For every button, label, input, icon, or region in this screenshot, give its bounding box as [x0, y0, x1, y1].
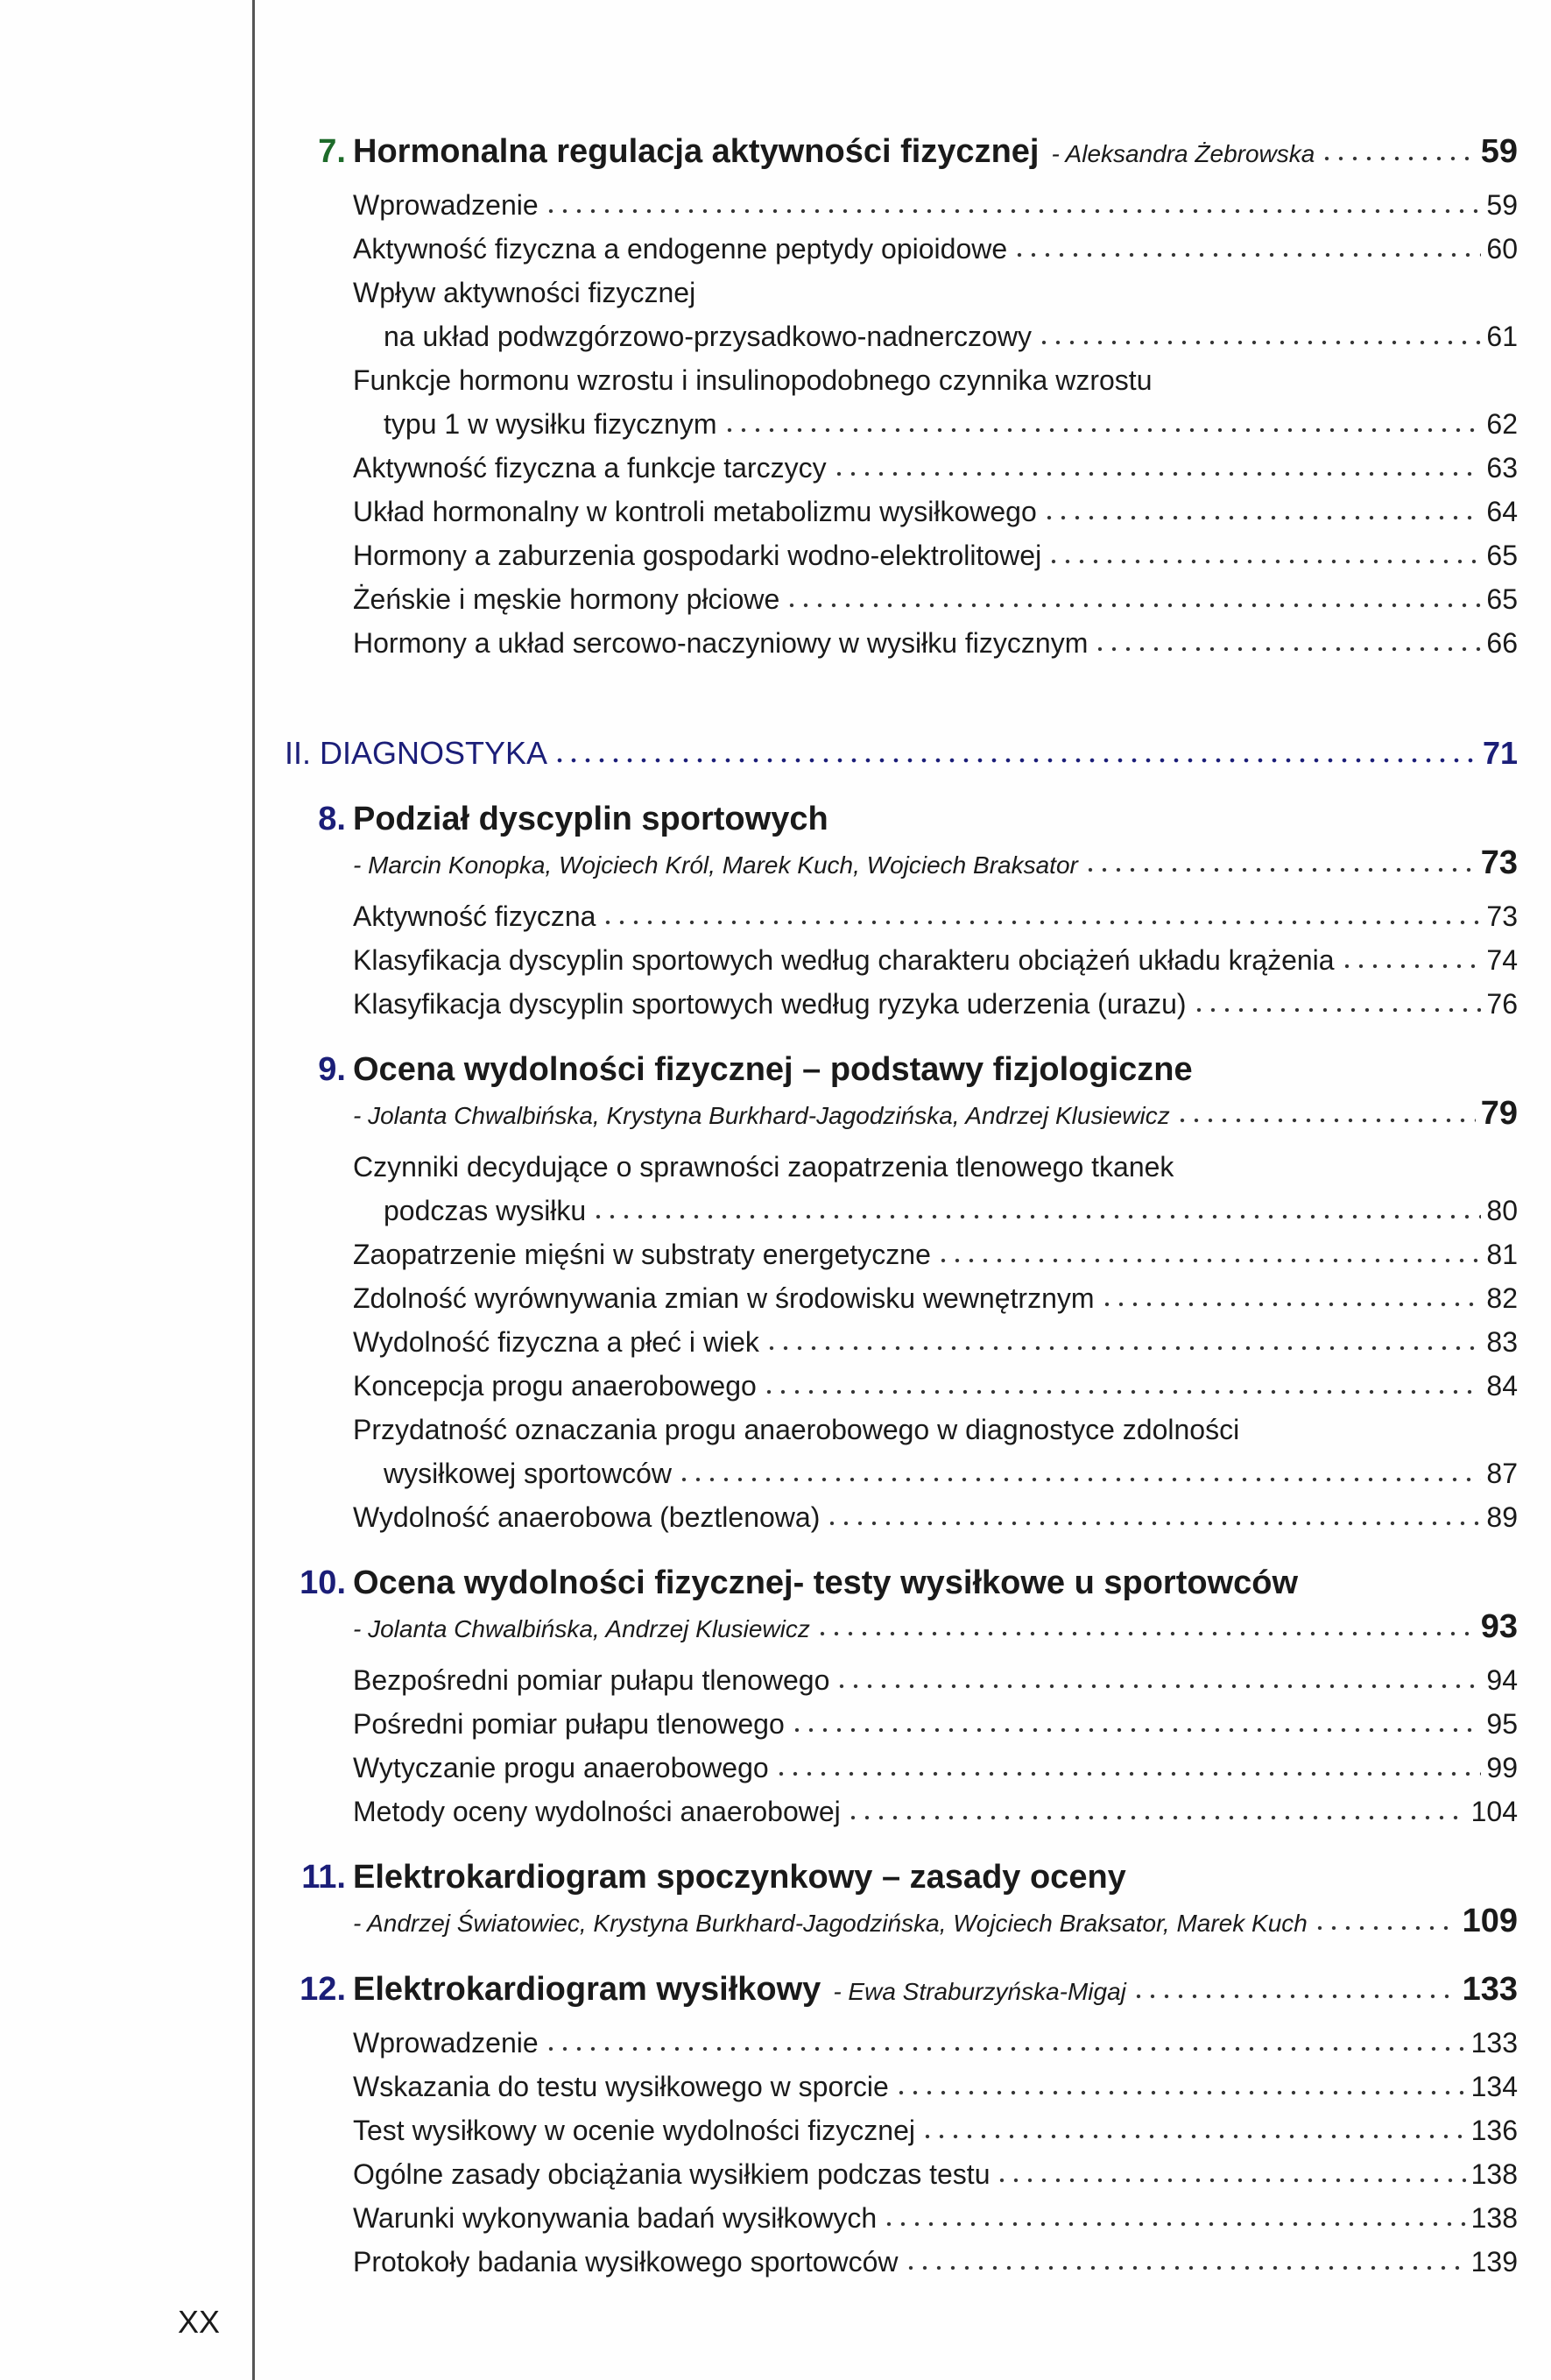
- section-entry[interactable]: [353, 1746, 1518, 1790]
- dot-leader: [591, 1211, 1481, 1220]
- dot-leader: [1320, 153, 1475, 162]
- dot-leader: [846, 1812, 1466, 1821]
- section-entry[interactable]: [353, 938, 1518, 982]
- section-entry[interactable]: [353, 577, 1518, 621]
- dot-leader: [723, 425, 1482, 434]
- section-page: 134: [1470, 2071, 1518, 2102]
- chapter-number: 7.: [318, 133, 346, 170]
- chapter-author-row: [285, 1605, 1518, 1651]
- chapter-number: 12.: [300, 1971, 346, 2008]
- chapter-number: 9.: [318, 1051, 346, 1088]
- section-entry[interactable]: [353, 2065, 1518, 2108]
- section-line: [353, 446, 1518, 490]
- section-page: 65: [1486, 583, 1518, 615]
- chapter-author: - Jolanta Chwalbińska, Andrzej Klusiewicz: [353, 1615, 810, 1642]
- section-line: [353, 1451, 1518, 1495]
- dot-leader: [882, 2219, 1465, 2228]
- section-title: Klasyfikacja dyscyplin sportowych według charakteru obciążeń układu krążenia: [353, 944, 1335, 976]
- section-title: Wprowadzenie: [353, 2027, 539, 2059]
- section-line: [353, 2108, 1518, 2152]
- section-title: Warunki wykonywania badań wysiłkowych: [353, 2202, 878, 2234]
- section-entry[interactable]: [353, 1364, 1518, 1408]
- section-title: Przydatność oznaczania progu anaerobowego w diagnostyce zdolności: [353, 1414, 1240, 1445]
- chapter-page: 59: [1480, 133, 1518, 170]
- chapter-page: 93: [1480, 1608, 1518, 1645]
- section-list: [285, 894, 1518, 1026]
- section-entry[interactable]: [353, 1145, 1518, 1232]
- section-entry[interactable]: [353, 271, 1518, 358]
- section-entry[interactable]: [353, 894, 1518, 938]
- section-title: Aktywność fizyczna a endogenne peptydy opioidowe: [353, 233, 1008, 265]
- section-line: [353, 894, 1518, 938]
- dot-leader: [920, 2131, 1466, 2140]
- section-title: Aktywność fizyczna: [353, 900, 596, 932]
- section-page: 76: [1486, 988, 1518, 1020]
- section-line: [353, 1320, 1518, 1364]
- section-entry[interactable]: [353, 1702, 1518, 1746]
- section-title: Klasyfikacja dyscyplin sportowych według ryzyka uderzenia (urazu): [353, 988, 1187, 1020]
- section-line: [353, 2240, 1518, 2284]
- section-entry[interactable]: [353, 2021, 1518, 2065]
- section-line: [353, 1790, 1518, 1833]
- section-title: Protokoły badania wysiłkowego sportowców: [353, 2246, 899, 2278]
- dot-leader: [1083, 865, 1476, 873]
- section-entry[interactable]: [353, 2152, 1518, 2196]
- section-page: 61: [1486, 321, 1518, 352]
- section-page: 73: [1486, 900, 1518, 932]
- section-line: [353, 314, 1518, 358]
- section-list: [285, 2021, 1518, 2284]
- section-title: Czynniki decydujące o sprawności zaopatrzenia tlenowego tkanek: [353, 1151, 1174, 1183]
- chapter-page: 109: [1462, 1903, 1518, 1939]
- section-title: na układ podwzgórzowo-przysadkowo-nadnerczowy: [384, 321, 1032, 352]
- section-entry[interactable]: [353, 533, 1518, 577]
- section-list: [285, 1145, 1518, 1539]
- chapter-title: Ocena wydolności fizycznej – podstawy fizjologiczne: [353, 1051, 1193, 1088]
- dot-leader: [832, 469, 1482, 477]
- section-entry[interactable]: [353, 2240, 1518, 2284]
- section-title: Hormony a układ sercowo-naczyniowy w wysiłku fizycznym: [353, 627, 1089, 659]
- chapter-entry: [285, 130, 1518, 665]
- table-of-contents: [285, 130, 1518, 2284]
- section-title: Wydolność fizyczna a płeć i wiek: [353, 1326, 759, 1358]
- chapter-title: Hormonalna regulacja aktywności fizycznej: [353, 133, 1040, 170]
- section-line: [353, 938, 1518, 982]
- chapter-number: 11.: [301, 1859, 346, 1896]
- section-page: 74: [1486, 944, 1518, 976]
- chapter-number: 10.: [300, 1564, 346, 1601]
- chapter-heading: [285, 797, 828, 841]
- chapter-title: Elektrokardiogram spoczynkowy – zasady oceny: [353, 1859, 1126, 1896]
- section-entry[interactable]: [353, 621, 1518, 665]
- chapter-title: Elektrokardiogram wysiłkowy: [353, 1971, 821, 2008]
- section-page: 139: [1470, 2246, 1518, 2278]
- section-entry[interactable]: [353, 2108, 1518, 2152]
- section-page: 87: [1486, 1458, 1518, 1489]
- section-title: Hormony a zaburzenia gospodarki wodno-elektrolitowej: [353, 540, 1042, 571]
- section-page: 81: [1486, 1239, 1518, 1270]
- dot-leader: [790, 1725, 1482, 1734]
- dot-leader: [544, 206, 1482, 215]
- chapter-heading: [285, 1561, 1298, 1605]
- chapter-title-row[interactable]: [285, 1855, 1518, 1899]
- dot-leader: [995, 2175, 1465, 2184]
- chapter-entry: [285, 1048, 1518, 1539]
- section-page: 80: [1486, 1195, 1518, 1226]
- dot-leader: [762, 1387, 1482, 1395]
- section-title: Wydolność anaerobowa (beztlenowa): [353, 1501, 821, 1533]
- section-line: [353, 577, 1518, 621]
- section-line: [353, 1145, 1518, 1189]
- chapter-number: 8.: [318, 801, 346, 837]
- section-line: [353, 1408, 1518, 1451]
- section-entry[interactable]: [353, 1320, 1518, 1364]
- section-title: Wpływ aktywności fizycznej: [353, 277, 696, 308]
- section-entry[interactable]: [353, 1495, 1518, 1539]
- section-line: [353, 1495, 1518, 1539]
- section-page: 83: [1486, 1326, 1518, 1358]
- section-line: [353, 533, 1518, 577]
- dot-leader: [1313, 1923, 1457, 1932]
- chapter-title-row[interactable]: [285, 1048, 1518, 1091]
- section-entry[interactable]: [353, 183, 1518, 227]
- section-line: [353, 982, 1518, 1026]
- chapter-heading: [285, 130, 1039, 173]
- section-line: [353, 2065, 1518, 2108]
- chapter-entry: [285, 1855, 1518, 1946]
- chapter-author-row: [285, 1899, 1518, 1946]
- chapter-entry: [285, 797, 1518, 1026]
- chapter-author-row: [285, 1091, 1518, 1138]
- section-page: 84: [1486, 1370, 1518, 1402]
- dot-leader: [894, 2087, 1466, 2096]
- dot-leader: [544, 2044, 1466, 2052]
- chapter-author: - Jolanta Chwalbińska, Krystyna Burkhard-Jagodzińska, Andrzej Klusiewicz: [353, 1102, 1170, 1129]
- chapter-author: - Andrzej Światowiec, Krystyna Burkhard-Jagodzińska, Wojciech Braksator, Marek Kuch: [353, 1910, 1308, 1937]
- section-title: Metody oceny wydolności anaerobowej: [353, 1796, 841, 1827]
- chapter-heading: [285, 1855, 1126, 1899]
- section-title: Koncepcja progu anaerobowego: [353, 1370, 757, 1402]
- section-title: wysiłkowej sportowców: [384, 1458, 672, 1489]
- section-page: 63: [1486, 452, 1518, 484]
- section-line: [353, 2196, 1518, 2240]
- section-title: Test wysiłkowy w ocenie wydolności fizycznej: [353, 2115, 915, 2146]
- chapter-title: Ocena wydolności fizycznej- testy wysiłkowe u sportowców: [353, 1564, 1299, 1601]
- section-page: 82: [1486, 1282, 1518, 1314]
- section-list: [285, 183, 1518, 665]
- chapter-entry: [285, 1967, 1518, 2284]
- section-line: [353, 402, 1518, 446]
- section-page: 104: [1470, 1796, 1518, 1827]
- section-page: 136: [1470, 2115, 1518, 2146]
- section-title: Wskazania do testu wysiłkowego w sporcie: [353, 2071, 889, 2102]
- dot-leader: [815, 1628, 1476, 1637]
- chapter-title-row[interactable]: [285, 130, 1518, 176]
- section-entry[interactable]: [353, 227, 1518, 271]
- section-title: Zdolność wyrównywania zmian w środowisku wewnętrznym: [353, 1282, 1095, 1314]
- dot-leader: [1042, 512, 1482, 521]
- chapter-entry: [285, 1561, 1518, 1833]
- page-fold-line: [252, 0, 255, 2380]
- dot-leader: [1192, 1005, 1482, 1013]
- section-page: 138: [1470, 2158, 1518, 2190]
- dot-leader: [774, 1769, 1482, 1777]
- chapter-author-row: [285, 841, 1518, 887]
- dot-leader: [1012, 250, 1481, 258]
- section-title: Układ hormonalny w kontroli metabolizmu wysiłkowego: [353, 496, 1037, 527]
- section-page: 133: [1470, 2027, 1518, 2059]
- section-line: [353, 1364, 1518, 1408]
- dot-leader: [1037, 337, 1481, 346]
- section-entry[interactable]: [353, 2196, 1518, 2240]
- section-entry[interactable]: [353, 1232, 1518, 1276]
- chapter-title-row[interactable]: [285, 797, 1518, 841]
- section-line: [353, 1189, 1518, 1232]
- dot-leader: [936, 1255, 1482, 1264]
- section-title: Żeńskie i męskie hormony płciowe: [353, 583, 780, 615]
- section-entry[interactable]: [353, 490, 1518, 533]
- section-line: [353, 1658, 1518, 1702]
- dot-leader: [1132, 1991, 1457, 2000]
- section-line: [353, 183, 1518, 227]
- section-title: Bezpośredni pomiar pułapu tlenowego: [353, 1664, 830, 1696]
- section-entry[interactable]: [353, 1276, 1518, 1320]
- dot-leader: [601, 917, 1481, 926]
- dot-leader: [904, 2263, 1466, 2271]
- section-title: Zaopatrzenie mięśni w substraty energetyczne: [353, 1239, 931, 1270]
- section-line: [353, 358, 1518, 402]
- section-page: 62: [1486, 408, 1518, 440]
- section-entry[interactable]: [353, 1658, 1518, 1702]
- section-page: 59: [1486, 189, 1518, 221]
- chapter-title-row[interactable]: [285, 1967, 1518, 2014]
- section-title: Wytyczanie progu anaerobowego: [353, 1752, 769, 1783]
- dot-leader: [1340, 961, 1482, 970]
- section-title: Ogólne zasady obciążania wysiłkiem podczas testu: [353, 2158, 991, 2190]
- section-page: 64: [1486, 496, 1518, 527]
- section-entry[interactable]: [353, 446, 1518, 490]
- section-title: Wprowadzenie: [353, 189, 539, 221]
- chapter-title-row[interactable]: [285, 1561, 1518, 1605]
- section-line: [353, 2021, 1518, 2065]
- section-line: [353, 1232, 1518, 1276]
- dot-leader: [1175, 1115, 1476, 1124]
- section-line: [353, 2152, 1518, 2196]
- section-line: [353, 621, 1518, 665]
- section-title: podczas wysiłku: [384, 1195, 587, 1226]
- section-page: 65: [1486, 540, 1518, 571]
- section-entry[interactable]: [353, 1790, 1518, 1833]
- section-title: Funkcje hormonu wzrostu i insulinopodobnego czynnika wzrostu: [353, 364, 1153, 396]
- part-label: II. DIAGNOSTYKA: [285, 735, 548, 771]
- dot-leader: [825, 1518, 1481, 1527]
- chapter-heading: [285, 1048, 1193, 1091]
- dot-leader: [1093, 644, 1481, 653]
- chapter-title: Podział dyscyplin sportowych: [353, 801, 828, 837]
- chapter-page: 73: [1480, 844, 1518, 881]
- section-title: Pośredni pomiar pułapu tlenowego: [353, 1708, 785, 1740]
- section-page: 95: [1486, 1708, 1518, 1740]
- section-page: 66: [1486, 627, 1518, 659]
- dot-leader: [835, 1681, 1481, 1690]
- chapter-page: 133: [1462, 1971, 1518, 2008]
- section-page: 89: [1486, 1501, 1518, 1533]
- section-entry[interactable]: [353, 358, 1518, 446]
- section-title: typu 1 w wysiłku fizycznym: [384, 408, 717, 440]
- section-title: Aktywność fizyczna a funkcje tarczycy: [353, 452, 827, 484]
- section-line: [353, 271, 1518, 314]
- part-page: 71: [1482, 735, 1518, 771]
- section-page: 99: [1486, 1752, 1518, 1783]
- section-line: [353, 1702, 1518, 1746]
- dot-leader: [785, 600, 1481, 609]
- dot-leader: [677, 1474, 1481, 1483]
- section-line: [353, 1276, 1518, 1320]
- section-line: [353, 227, 1518, 271]
- chapter-page: 79: [1480, 1095, 1518, 1132]
- section-line: [353, 490, 1518, 533]
- dot-leader: [765, 1343, 1482, 1352]
- section-page: 94: [1486, 1664, 1518, 1696]
- dot-leader: [1047, 556, 1481, 565]
- section-page: 138: [1470, 2202, 1518, 2234]
- section-entry[interactable]: [353, 982, 1518, 1026]
- section-list: [285, 1658, 1518, 1833]
- chapter-author: - Ewa Straburzyńska-Migaj: [833, 1978, 1126, 2005]
- dot-leader: [553, 755, 1477, 764]
- section-line: [353, 1746, 1518, 1790]
- chapter-author: - Marcin Konopka, Wojciech Król, Marek Kuch, Wojciech Braksator: [353, 851, 1078, 879]
- chapter-heading: [285, 1967, 821, 2011]
- dot-leader: [1100, 1299, 1482, 1308]
- page-number-folio: XX: [178, 2304, 221, 2340]
- section-page: 60: [1486, 233, 1518, 265]
- part-heading[interactable]: [285, 731, 1518, 775]
- section-entry[interactable]: [353, 1408, 1518, 1495]
- chapter-author: - Aleksandra Żebrowska: [1051, 140, 1315, 167]
